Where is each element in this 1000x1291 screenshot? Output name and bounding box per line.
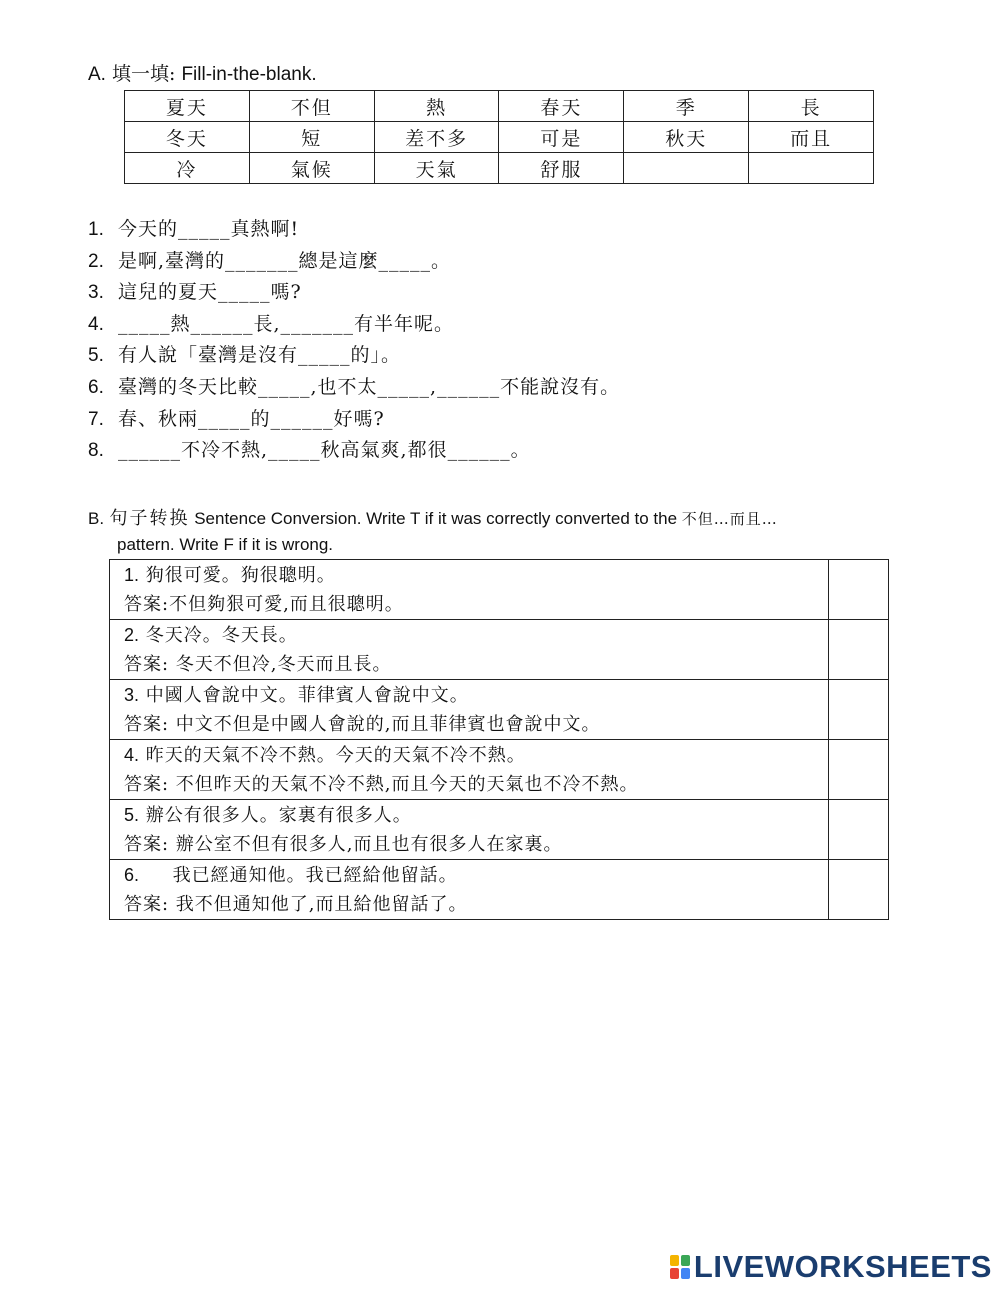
conversion-answer: 答案: 辦公室不但有很多人,而且也有很多人在家裏。	[124, 833, 563, 855]
logo-square-icon	[670, 1268, 679, 1279]
conversion-question-text: 狗很可愛。狗很聰明。	[145, 564, 336, 586]
logo-square-icon	[681, 1255, 690, 1266]
section-b-letter: B.	[88, 509, 105, 528]
vocab-cell: 而且	[749, 122, 874, 153]
fill-in-sentence	[88, 435, 620, 467]
sentence-number: 1.	[88, 219, 104, 240]
conversion-content-cell	[110, 560, 829, 620]
vocab-cell: 可是	[499, 122, 624, 153]
sentence-text: 有人說「臺灣是沒有_____的」。	[118, 344, 402, 367]
section-b-instructions: Sentence Conversion. Write T if it was correctly converted to the	[189, 509, 682, 528]
section-b-heading	[88, 506, 948, 558]
sentence-text: ______不冷不熱,_____秋高氣爽,都很______。	[118, 439, 531, 462]
vocab-cell: 天氣	[374, 153, 499, 184]
vocab-cell: 不但	[249, 91, 374, 122]
sentence-number: 6.	[88, 376, 104, 398]
sentence-number: 7.	[88, 408, 104, 430]
conversion-question	[124, 561, 828, 590]
conversion-row	[110, 740, 889, 800]
conversion-row	[110, 680, 889, 740]
vocab-cell: 夏天	[125, 91, 250, 122]
conversion-question	[124, 861, 828, 890]
vocab-row	[125, 91, 874, 122]
conversion-answer: 答案: 中文不但是中國人會說的,而且菲律賓也會說中文。	[124, 713, 601, 735]
conversion-number: 3.	[124, 684, 140, 705]
sentence-number: 3.	[88, 282, 104, 304]
conversion-table	[109, 559, 889, 920]
tf-answer-box[interactable]	[829, 680, 889, 740]
conversion-question-text: 冬天冷。冬天長。	[145, 624, 298, 646]
conversion-content-cell	[110, 620, 829, 680]
section-b-pattern: 不但…而且…	[681, 510, 778, 528]
conversion-number: 4.	[124, 744, 140, 765]
section-b-title-zh: 句子转换	[109, 508, 190, 529]
tf-answer-box[interactable]	[829, 860, 889, 920]
vocabulary-table	[124, 90, 874, 184]
section-a-title-zh: 填一填:	[112, 63, 176, 85]
liveworksheets-logo	[670, 1249, 992, 1285]
conversion-question	[124, 741, 828, 770]
conversion-number: 6.	[124, 864, 140, 885]
conversion-answer: 答案: 冬天不但冷,冬天而且長。	[124, 653, 392, 675]
vocab-cell: 舒服	[499, 153, 624, 184]
fill-in-sentence	[88, 372, 620, 404]
section-a-letter: A.	[88, 64, 106, 85]
fill-in-sentence	[88, 404, 620, 436]
conversion-question-text: 辦公有很多人。家裏有很多人。	[145, 804, 412, 826]
fill-in-sentence	[88, 246, 620, 278]
sentence-text: 春、秋兩_____的______好嗎?	[118, 407, 385, 430]
sentence-number: 8.	[88, 440, 104, 462]
logo-square-icon	[670, 1255, 679, 1266]
conversion-number: 5.	[124, 804, 140, 825]
vocab-cell: 短	[249, 122, 374, 153]
tf-answer-box[interactable]	[829, 800, 889, 860]
fill-in-sentence	[88, 309, 620, 341]
vocab-cell: 長	[749, 91, 874, 122]
section-a-title-en: Fill-in-the-blank.	[181, 64, 317, 85]
fill-in-sentence	[88, 340, 620, 372]
vocab-cell: 季	[624, 91, 749, 122]
conversion-row	[110, 620, 889, 680]
conversion-answer: 答案: 不但昨天的天氣不冷不熱,而且今天的天氣也不冷不熱。	[124, 773, 639, 795]
tf-answer-box[interactable]	[829, 620, 889, 680]
fill-in-sentence	[88, 277, 620, 309]
vocab-cell: 熱	[374, 91, 499, 122]
logo-mark-icon	[670, 1255, 690, 1279]
sentence-number: 2.	[88, 250, 104, 272]
sentence-text: 今天的_____真熱啊!	[118, 218, 300, 240]
sentence-text: 是啊,臺灣的_______總是這麼_____。	[118, 249, 452, 272]
section-b-instructions-2: pattern. Write F if it is wrong.	[117, 535, 334, 554]
fill-in-sentence-list	[88, 214, 620, 467]
conversion-row	[110, 560, 889, 620]
tf-answer-box[interactable]	[829, 560, 889, 620]
vocab-cell: 差不多	[374, 122, 499, 153]
conversion-question	[124, 681, 828, 710]
conversion-row	[110, 860, 889, 920]
vocab-row	[125, 153, 874, 184]
conversion-content-cell	[110, 680, 829, 740]
sentence-number: 5.	[88, 345, 104, 367]
vocab-cell: 冷	[125, 153, 250, 184]
conversion-question-text: 我已經通知他。我已經給他留話。	[172, 864, 458, 886]
sentence-number: 4.	[88, 313, 104, 335]
conversion-answer: 答案:不但夠狠可愛,而且很聰明。	[124, 593, 404, 615]
logo-square-icon	[681, 1268, 690, 1279]
logo-text: LIVEWORKSHEETS	[693, 1249, 992, 1284]
sentence-text: _____熱______長,_______有半年呢。	[118, 312, 455, 335]
vocab-cell: 冬天	[125, 122, 250, 153]
sentence-text: 臺灣的冬天比較_____,也不太_____,______不能說沒有。	[118, 375, 621, 398]
section-a-heading	[88, 62, 317, 87]
vocab-cell: 春天	[499, 91, 624, 122]
conversion-question	[124, 621, 828, 650]
conversion-row	[110, 800, 889, 860]
vocab-cell	[624, 153, 749, 184]
vocab-cell: 氣候	[249, 153, 374, 184]
vocab-cell: 秋天	[624, 122, 749, 153]
conversion-question-text: 昨天的天氣不冷不熱。今天的天氣不冷不熱。	[145, 744, 526, 766]
tf-answer-box[interactable]	[829, 740, 889, 800]
conversion-number: 2.	[124, 624, 140, 645]
conversion-content-cell	[110, 800, 829, 860]
conversion-content-cell	[110, 860, 829, 920]
vocab-row	[125, 122, 874, 153]
conversion-question	[124, 801, 828, 830]
conversion-number: 1.	[124, 564, 140, 585]
sentence-text: 這兒的夏天_____嗎?	[118, 281, 302, 304]
conversion-content-cell	[110, 740, 829, 800]
fill-in-sentence	[88, 214, 620, 246]
conversion-answer: 答案: 我不但通知他了,而且給他留話了。	[124, 893, 468, 915]
vocab-cell	[749, 153, 874, 184]
conversion-question-text: 中國人會說中文。菲律賓人會說中文。	[145, 684, 469, 706]
